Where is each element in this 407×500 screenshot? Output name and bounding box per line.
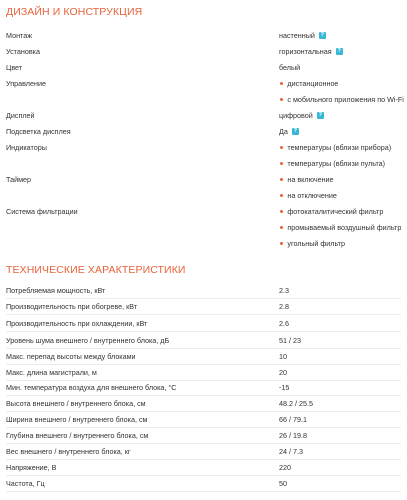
spec-label: Цвет bbox=[6, 63, 23, 72]
spec-label: Мин. температура воздуха для внешнего блока, °C bbox=[6, 383, 177, 392]
spec-label: Производительность при обогреве, кВт bbox=[6, 302, 138, 311]
spec-value-text: угольный фильтр bbox=[287, 239, 345, 248]
spec-label: Индикаторы bbox=[6, 143, 47, 152]
spec-row-filtration-cont bbox=[6, 239, 407, 255]
design-section-title: ДИЗАЙН И КОНСТРУКЦИЯ bbox=[6, 6, 143, 18]
tech-row bbox=[6, 383, 407, 399]
bullet-icon bbox=[280, 146, 283, 149]
spec-row-color bbox=[6, 63, 407, 79]
help-icon[interactable]: ? bbox=[337, 48, 341, 54]
spec-row-display bbox=[6, 111, 407, 127]
row-divider bbox=[6, 380, 401, 381]
spec-value: -15 bbox=[279, 383, 290, 392]
spec-value bbox=[279, 159, 385, 168]
row-divider bbox=[6, 364, 401, 365]
bullet-icon bbox=[280, 178, 283, 181]
spec-value-text: на отключение bbox=[287, 191, 337, 200]
spec-row-filtration bbox=[6, 207, 407, 223]
bullet-icon bbox=[280, 194, 283, 197]
spec-value-text: с мобильного приложения по Wi-Fi bbox=[287, 95, 404, 104]
spec-value-text: температуры (вблизи прибора) bbox=[287, 143, 392, 152]
spec-value-text: настенный bbox=[279, 31, 315, 40]
tech-row bbox=[6, 319, 407, 335]
spec-value bbox=[279, 175, 334, 184]
spec-value-text: на включение bbox=[287, 175, 334, 184]
bullet-icon bbox=[280, 242, 283, 245]
spec-value bbox=[279, 239, 345, 248]
spec-label: Уровень шума внешнего / внутреннего блока, дБ bbox=[6, 336, 170, 345]
spec-value bbox=[279, 127, 299, 136]
spec-label: Глубина внешнего / внутреннего блока, см bbox=[6, 431, 149, 440]
row-divider bbox=[6, 443, 401, 444]
bullet-icon bbox=[280, 162, 283, 165]
row-divider bbox=[6, 331, 401, 332]
bullet-icon bbox=[280, 82, 283, 85]
help-icon[interactable]: ? bbox=[293, 128, 298, 134]
spec-value bbox=[279, 207, 383, 216]
spec-value bbox=[279, 95, 404, 104]
spec-row-installation bbox=[6, 47, 407, 63]
spec-value-text: горизонтальная bbox=[279, 47, 332, 56]
spec-value bbox=[279, 191, 337, 200]
tech-row bbox=[6, 431, 407, 447]
spec-value-text: Да bbox=[279, 127, 288, 136]
row-divider bbox=[6, 459, 401, 460]
spec-label: Система фильтрации bbox=[6, 207, 78, 216]
spec-value bbox=[279, 79, 338, 88]
row-divider bbox=[6, 395, 401, 396]
row-divider bbox=[6, 411, 401, 412]
spec-value: 26 / 19.8 bbox=[279, 431, 307, 440]
bullet-icon bbox=[280, 226, 283, 229]
spec-label: Ширина внешнего / внутреннего блока, см bbox=[6, 415, 148, 424]
row-divider bbox=[6, 475, 401, 476]
spec-label: Таймер bbox=[6, 175, 32, 184]
spec-value: 2.6 bbox=[279, 319, 289, 328]
spec-value bbox=[279, 111, 324, 120]
spec-label: Потребляемая мощность, кВт bbox=[6, 286, 106, 295]
spec-row-indicators bbox=[6, 143, 407, 159]
tech-row bbox=[6, 352, 407, 368]
spec-value bbox=[279, 31, 326, 40]
spec-label: Производительность при охлаждении, кВт bbox=[6, 319, 148, 328]
tech-row bbox=[6, 415, 407, 431]
tech-row bbox=[6, 286, 407, 302]
spec-label: Вес внешнего / внутреннего блока, кг bbox=[6, 447, 131, 456]
spec-label: Управление bbox=[6, 79, 46, 88]
spec-value bbox=[279, 63, 300, 72]
spec-label: Подсветка дисплея bbox=[6, 127, 71, 136]
tech-row bbox=[6, 463, 407, 479]
tech-row bbox=[6, 336, 407, 352]
tech-row bbox=[6, 447, 407, 463]
spec-value: 24 / 7.3 bbox=[279, 447, 303, 456]
spec-row-mount bbox=[6, 31, 407, 47]
spec-row-timer bbox=[6, 175, 407, 191]
spec-row-timer-cont bbox=[6, 191, 407, 207]
row-divider bbox=[6, 427, 401, 428]
spec-value-text: дистанционное bbox=[287, 79, 339, 88]
spec-row-control bbox=[6, 79, 407, 95]
spec-row-backlight bbox=[6, 127, 407, 143]
spec-value: 10 bbox=[279, 352, 287, 361]
spec-value: 20 bbox=[279, 368, 287, 377]
tech-row bbox=[6, 302, 407, 318]
tech-row bbox=[6, 399, 407, 415]
spec-value bbox=[279, 223, 401, 232]
spec-label: Макс. перепад высоты между блоками bbox=[6, 352, 136, 361]
spec-label: Монтаж bbox=[6, 31, 33, 40]
help-icon[interactable]: ? bbox=[320, 32, 325, 38]
tech-row bbox=[6, 479, 407, 495]
spec-value-text: фотокаталитический фильтр bbox=[287, 207, 384, 216]
spec-value: 66 / 79.1 bbox=[279, 415, 307, 424]
spec-value-text: цифровой bbox=[279, 111, 313, 120]
spec-row-indicators-cont bbox=[6, 159, 407, 175]
spec-row-control-cont bbox=[6, 95, 407, 111]
tech-row bbox=[6, 368, 407, 384]
spec-value: 50 bbox=[279, 479, 287, 488]
help-icon[interactable]: ? bbox=[318, 112, 322, 118]
row-divider bbox=[6, 298, 401, 299]
spec-label: Установка bbox=[6, 47, 40, 56]
spec-value bbox=[279, 47, 343, 56]
spec-value: 48.2 / 25.5 bbox=[279, 399, 313, 408]
spec-value: 2.8 bbox=[279, 302, 289, 311]
row-divider bbox=[6, 314, 401, 315]
spec-value: 51 / 23 bbox=[279, 336, 301, 345]
tech-section-title: ТЕХНИЧЕСКИЕ ХАРАКТЕРИСТИКИ bbox=[6, 264, 186, 276]
spec-value: 2.3 bbox=[279, 286, 289, 295]
spec-value bbox=[279, 143, 391, 152]
spec-label: Дисплей bbox=[6, 111, 35, 120]
spec-value-text: температуры (вблизи пульта) bbox=[287, 159, 386, 168]
row-divider bbox=[6, 491, 401, 492]
spec-label: Частота, Гц bbox=[6, 479, 45, 488]
spec-value: 220 bbox=[279, 463, 291, 472]
spec-label: Макс. длина магистрали, м bbox=[6, 368, 97, 377]
spec-value-text: белый bbox=[279, 63, 301, 72]
spec-row-filtration-cont bbox=[6, 223, 407, 239]
spec-value-text: промываемый воздушный фильтр bbox=[287, 223, 402, 232]
spec-label: Напряжение, В bbox=[6, 463, 57, 472]
bullet-icon bbox=[280, 98, 283, 101]
row-divider bbox=[6, 348, 401, 349]
bullet-icon bbox=[280, 210, 283, 213]
spec-label: Высота внешнего / внутреннего блока, см bbox=[6, 399, 146, 408]
